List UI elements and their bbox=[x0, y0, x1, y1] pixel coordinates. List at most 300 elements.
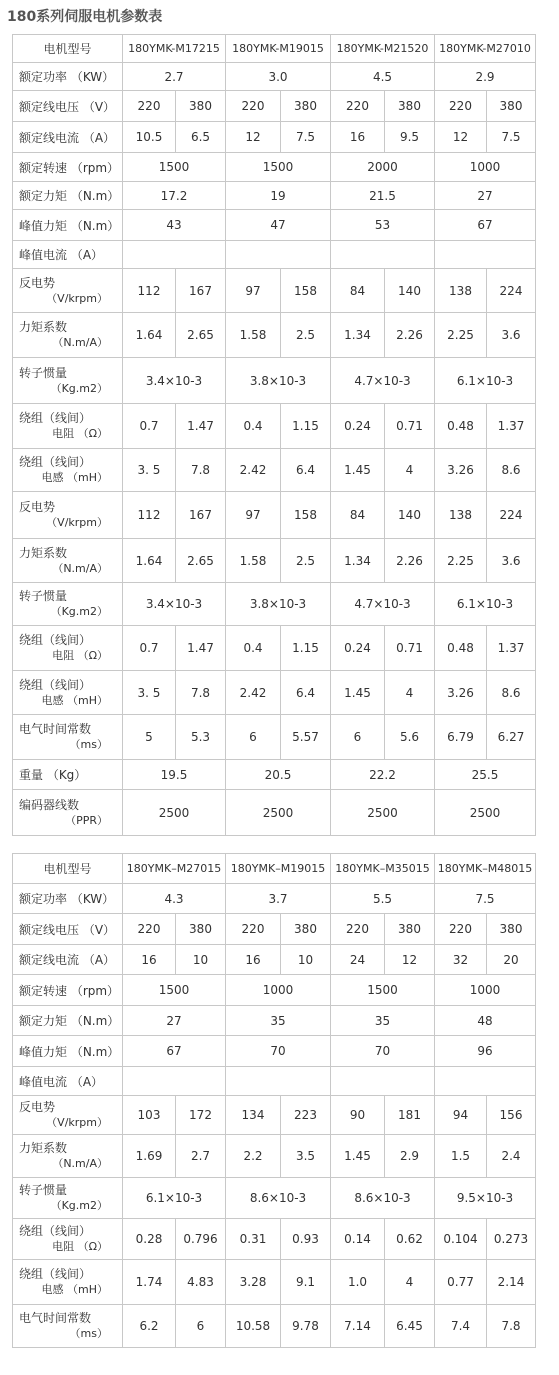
row-label-unit: （V/krpm） bbox=[46, 291, 108, 305]
value-cell: 112 bbox=[123, 269, 176, 313]
row-label-line1: 电气时间常数 bbox=[19, 722, 92, 736]
value-cell: 1.74 bbox=[123, 1260, 176, 1305]
value-cell: 43 bbox=[123, 210, 226, 241]
row-label: 额定线电流 （A） bbox=[13, 122, 123, 153]
value-cell: 7.8 bbox=[176, 449, 226, 492]
value-cell bbox=[435, 1067, 536, 1096]
value-cell: 4.5 bbox=[331, 63, 435, 91]
value-cell: 3.4×10-3 bbox=[123, 358, 226, 404]
value-cell: 1000 bbox=[435, 153, 536, 182]
table-row bbox=[13, 671, 536, 715]
value-cell: 32 bbox=[435, 945, 487, 975]
row-label-unit: 电阻 （Ω） bbox=[52, 1240, 108, 1253]
value-cell: 2500 bbox=[435, 790, 536, 836]
value-cell: 4.3 bbox=[123, 884, 226, 914]
value-cell: 20.5 bbox=[226, 760, 331, 790]
row-label-unit: 电阻 （Ω） bbox=[52, 427, 108, 440]
row-label-unit: （PPR） bbox=[65, 813, 108, 827]
row-label: 额定功率 （KW） bbox=[13, 63, 123, 91]
table-row bbox=[13, 63, 536, 91]
row-label: 额定力矩 （N.m） bbox=[13, 1006, 123, 1036]
value-cell: 1.64 bbox=[123, 313, 176, 358]
value-cell: 2.7 bbox=[176, 1135, 226, 1178]
value-cell: 25.5 bbox=[435, 760, 536, 790]
page-title: 180系列伺服电机参数表 bbox=[7, 9, 163, 25]
row-label-line1: 编码器线数 bbox=[19, 797, 80, 812]
value-cell: 3.0 bbox=[226, 63, 331, 91]
spec-table-1 bbox=[12, 34, 536, 836]
value-cell: 4.7×10-3 bbox=[331, 358, 435, 404]
value-cell: 10.5 bbox=[123, 122, 176, 153]
row-label bbox=[13, 671, 123, 715]
value-cell: 0.48 bbox=[435, 404, 487, 449]
value-cell: 90 bbox=[331, 1096, 385, 1135]
row-label bbox=[13, 1305, 123, 1348]
model-header-cell: 180YMK-M17215 bbox=[123, 35, 226, 63]
value-cell: 10.58 bbox=[226, 1305, 281, 1348]
value-cell: 27 bbox=[123, 1006, 226, 1036]
value-cell: 97 bbox=[226, 269, 281, 313]
value-cell: 48 bbox=[435, 1006, 536, 1036]
row-label bbox=[13, 626, 123, 671]
value-cell: 1500 bbox=[226, 153, 331, 182]
value-cell: 7.5 bbox=[435, 884, 536, 914]
value-cell: 2.9 bbox=[435, 63, 536, 91]
value-cell: 6 bbox=[226, 715, 281, 760]
value-cell: 1.45 bbox=[331, 1135, 385, 1178]
value-cell: 380 bbox=[176, 91, 226, 122]
value-cell: 47 bbox=[226, 210, 331, 241]
row-label-unit: （Kg.m2） bbox=[50, 1199, 108, 1212]
value-cell: 3.28 bbox=[226, 1260, 281, 1305]
value-cell: 84 bbox=[331, 492, 385, 539]
value-cell: 0.7 bbox=[123, 626, 176, 671]
row-label-unit: （ms） bbox=[69, 1327, 108, 1340]
value-cell: 1.47 bbox=[176, 626, 226, 671]
value-cell: 140 bbox=[385, 269, 435, 313]
table-row bbox=[13, 449, 536, 492]
value-cell: 1.34 bbox=[331, 313, 385, 358]
row-label-unit: （N.m/A） bbox=[52, 336, 108, 349]
value-cell: 1.34 bbox=[331, 539, 385, 583]
row-label-unit: 电阻 （Ω） bbox=[52, 649, 108, 662]
value-cell: 0.24 bbox=[331, 404, 385, 449]
value-cell: 70 bbox=[226, 1036, 331, 1067]
value-cell: 7.8 bbox=[176, 671, 226, 715]
table-row bbox=[13, 1036, 536, 1067]
value-cell bbox=[226, 1067, 331, 1096]
table-row bbox=[13, 914, 536, 945]
value-cell: 2.25 bbox=[435, 313, 487, 358]
model-header-cell: 180YMK-M27010 bbox=[435, 35, 536, 63]
value-cell: 2500 bbox=[331, 790, 435, 836]
value-cell: 0.77 bbox=[435, 1260, 487, 1305]
value-cell: 3.6 bbox=[487, 313, 536, 358]
value-cell: 1.69 bbox=[123, 1135, 176, 1178]
value-cell: 112 bbox=[123, 492, 176, 539]
row-label: 峰值电流 （A） bbox=[13, 241, 123, 269]
value-cell: 158 bbox=[281, 492, 331, 539]
value-cell: 35 bbox=[331, 1006, 435, 1036]
value-cell: 0.273 bbox=[487, 1219, 536, 1260]
value-cell bbox=[226, 241, 331, 269]
value-cell: 0.93 bbox=[281, 1219, 331, 1260]
value-cell: 67 bbox=[123, 1036, 226, 1067]
table-row bbox=[13, 153, 536, 182]
value-cell: 223 bbox=[281, 1096, 331, 1135]
value-cell: 24 bbox=[331, 945, 385, 975]
value-cell: 1.45 bbox=[331, 449, 385, 492]
value-cell: 6.4 bbox=[281, 671, 331, 715]
value-cell: 6.2 bbox=[123, 1305, 176, 1348]
value-cell: 134 bbox=[226, 1096, 281, 1135]
row-label: 额定转速 （rpm） bbox=[13, 153, 123, 182]
value-cell bbox=[331, 241, 435, 269]
value-cell: 167 bbox=[176, 492, 226, 539]
row-label: 峰值力矩 （N.m） bbox=[13, 1036, 123, 1067]
value-cell: 220 bbox=[331, 91, 385, 122]
value-cell: 4 bbox=[385, 1260, 435, 1305]
value-cell: 0.24 bbox=[331, 626, 385, 671]
row-label bbox=[13, 1178, 123, 1219]
value-cell: 6 bbox=[176, 1305, 226, 1348]
table-row bbox=[13, 760, 536, 790]
value-cell: 7.14 bbox=[331, 1305, 385, 1348]
value-cell: 1.37 bbox=[487, 626, 536, 671]
row-label bbox=[13, 539, 123, 583]
table-row bbox=[13, 404, 536, 449]
row-label bbox=[13, 358, 123, 404]
value-cell: 7.4 bbox=[435, 1305, 487, 1348]
row-label-unit: （ms） bbox=[69, 738, 108, 751]
value-cell: 3.8×10-3 bbox=[226, 358, 331, 404]
row-label-line1: 转子惯量 bbox=[19, 589, 68, 603]
value-cell: 2.25 bbox=[435, 539, 487, 583]
table-row bbox=[13, 945, 536, 975]
value-cell bbox=[435, 241, 536, 269]
value-cell: 3.8×10-3 bbox=[226, 583, 331, 626]
table-row bbox=[13, 626, 536, 671]
row-label-line1: 反电势 bbox=[19, 1100, 56, 1114]
value-cell: 167 bbox=[176, 269, 226, 313]
value-cell bbox=[123, 241, 226, 269]
value-cell: 1.58 bbox=[226, 313, 281, 358]
row-label-line1: 绕组（线间） bbox=[19, 411, 92, 425]
value-cell: 4.7×10-3 bbox=[331, 583, 435, 626]
value-cell: 7.8 bbox=[487, 1305, 536, 1348]
value-cell: 2.26 bbox=[385, 539, 435, 583]
row-label bbox=[13, 1096, 123, 1135]
table-row bbox=[13, 715, 536, 760]
value-cell: 138 bbox=[435, 269, 487, 313]
table-row bbox=[13, 884, 536, 914]
value-cell: 138 bbox=[435, 492, 487, 539]
value-cell: 0.71 bbox=[385, 404, 435, 449]
value-cell: 16 bbox=[123, 945, 176, 975]
value-cell: 0.14 bbox=[331, 1219, 385, 1260]
value-cell: 2.14 bbox=[487, 1260, 536, 1305]
table-row bbox=[13, 241, 536, 269]
value-cell: 7.5 bbox=[487, 122, 536, 153]
row-label bbox=[13, 269, 123, 313]
row-label: 重量 （Kg） bbox=[13, 760, 123, 790]
row-label-line1: 转子惯量 bbox=[19, 1183, 68, 1197]
table-row bbox=[13, 1135, 536, 1178]
value-cell: 3.6 bbox=[487, 539, 536, 583]
value-cell: 2500 bbox=[226, 790, 331, 836]
value-cell: 1.15 bbox=[281, 626, 331, 671]
value-cell: 1000 bbox=[435, 975, 536, 1006]
value-cell: 2.9 bbox=[385, 1135, 435, 1178]
value-cell: 4 bbox=[385, 671, 435, 715]
value-cell: 158 bbox=[281, 269, 331, 313]
value-cell: 3. 5 bbox=[123, 671, 176, 715]
table-row bbox=[13, 35, 536, 63]
value-cell: 224 bbox=[487, 492, 536, 539]
value-cell: 5.6 bbox=[385, 715, 435, 760]
value-cell: 6.79 bbox=[435, 715, 487, 760]
value-cell: 27 bbox=[435, 182, 536, 210]
row-label-line1: 反电势 bbox=[19, 275, 56, 290]
row-label bbox=[13, 1260, 123, 1305]
row-label-line1: 力矩系数 bbox=[19, 545, 68, 560]
value-cell: 0.71 bbox=[385, 626, 435, 671]
table-row bbox=[13, 313, 536, 358]
model-header-cell: 180YMK–M35015 bbox=[331, 854, 435, 884]
value-cell: 380 bbox=[176, 914, 226, 945]
value-cell: 6.1×10-3 bbox=[435, 358, 536, 404]
value-cell: 103 bbox=[123, 1096, 176, 1135]
model-header-cell: 180YMK–M48015 bbox=[435, 854, 536, 884]
table-row bbox=[13, 358, 536, 404]
value-cell: 3.26 bbox=[435, 671, 487, 715]
row-label bbox=[13, 492, 123, 539]
value-cell: 3.5 bbox=[281, 1135, 331, 1178]
row-label-line1: 力矩系数 bbox=[19, 320, 68, 334]
value-cell: 97 bbox=[226, 492, 281, 539]
value-cell: 2000 bbox=[331, 153, 435, 182]
value-cell: 0.31 bbox=[226, 1219, 281, 1260]
value-cell: 3. 5 bbox=[123, 449, 176, 492]
row-label-unit: （Kg.m2） bbox=[50, 381, 108, 395]
table-row bbox=[13, 1096, 536, 1135]
table-row bbox=[13, 583, 536, 626]
row-label bbox=[13, 313, 123, 358]
row-label: 额定线电压 （V） bbox=[13, 91, 123, 122]
value-cell: 2.42 bbox=[226, 671, 281, 715]
value-cell: 1500 bbox=[123, 153, 226, 182]
row-label: 峰值力矩 （N.m） bbox=[13, 210, 123, 241]
row-label-line1: 绕组（线间） bbox=[19, 455, 92, 469]
value-cell: 3.7 bbox=[226, 884, 331, 914]
value-cell: 0.28 bbox=[123, 1219, 176, 1260]
value-cell: 1.5 bbox=[435, 1135, 487, 1178]
value-cell: 2.5 bbox=[281, 313, 331, 358]
table-row bbox=[13, 269, 536, 313]
row-label-line1: 力矩系数 bbox=[19, 1141, 68, 1155]
value-cell: 0.7 bbox=[123, 404, 176, 449]
value-cell: 220 bbox=[435, 914, 487, 945]
value-cell: 6.1×10-3 bbox=[435, 583, 536, 626]
value-cell: 19.5 bbox=[123, 760, 226, 790]
row-label-line1: 绕组（线间） bbox=[19, 677, 92, 692]
value-cell: 380 bbox=[385, 914, 435, 945]
value-cell: 1.64 bbox=[123, 539, 176, 583]
row-label-unit: （V/krpm） bbox=[46, 1116, 108, 1129]
value-cell: 5 bbox=[123, 715, 176, 760]
table-row bbox=[13, 790, 536, 836]
value-cell: 9.5 bbox=[385, 122, 435, 153]
value-cell: 9.5×10-3 bbox=[435, 1178, 536, 1219]
value-cell: 6.45 bbox=[385, 1305, 435, 1348]
value-cell: 4 bbox=[385, 449, 435, 492]
row-label bbox=[13, 404, 123, 449]
value-cell: 12 bbox=[435, 122, 487, 153]
value-cell: 220 bbox=[123, 91, 176, 122]
value-cell: 156 bbox=[487, 1096, 536, 1135]
value-cell: 5.5 bbox=[331, 884, 435, 914]
table-row bbox=[13, 210, 536, 241]
value-cell: 380 bbox=[281, 91, 331, 122]
value-cell: 8.6×10-3 bbox=[226, 1178, 331, 1219]
value-cell: 6.5 bbox=[176, 122, 226, 153]
value-cell: 84 bbox=[331, 269, 385, 313]
row-label-unit: 电感 （mH） bbox=[41, 693, 108, 707]
row-label bbox=[13, 449, 123, 492]
row-label-line1: 转子惯量 bbox=[19, 365, 68, 380]
value-cell: 1.37 bbox=[487, 404, 536, 449]
row-label: 额定功率 （KW） bbox=[13, 884, 123, 914]
value-cell: 0.48 bbox=[435, 626, 487, 671]
value-cell: 70 bbox=[331, 1036, 435, 1067]
table-row bbox=[13, 1305, 536, 1348]
value-cell: 5.57 bbox=[281, 715, 331, 760]
value-cell bbox=[123, 1067, 226, 1096]
value-cell: 94 bbox=[435, 1096, 487, 1135]
value-cell: 0.62 bbox=[385, 1219, 435, 1260]
table-row bbox=[13, 854, 536, 884]
value-cell: 9.78 bbox=[281, 1305, 331, 1348]
row-label-unit: （N.m/A） bbox=[52, 561, 108, 575]
value-cell: 220 bbox=[226, 914, 281, 945]
value-cell: 1.15 bbox=[281, 404, 331, 449]
table-row bbox=[13, 539, 536, 583]
row-label: 额定线电流 （A） bbox=[13, 945, 123, 975]
row-label-line1: 电气时间常数 bbox=[19, 1311, 92, 1325]
row-label: 额定力矩 （N.m） bbox=[13, 182, 123, 210]
value-cell: 172 bbox=[176, 1096, 226, 1135]
value-cell: 0.4 bbox=[226, 626, 281, 671]
value-cell: 6.1×10-3 bbox=[123, 1178, 226, 1219]
value-cell: 8.6 bbox=[487, 449, 536, 492]
value-cell: 22.2 bbox=[331, 760, 435, 790]
value-cell: 220 bbox=[123, 914, 176, 945]
value-cell: 1000 bbox=[226, 975, 331, 1006]
value-cell: 53 bbox=[331, 210, 435, 241]
row-label bbox=[13, 715, 123, 760]
table-row bbox=[13, 1178, 536, 1219]
model-header-cell: 180YMK–M19015 bbox=[226, 854, 331, 884]
row-label-unit: （V/krpm） bbox=[46, 516, 108, 529]
row-label: 峰值电流 （A） bbox=[13, 1067, 123, 1096]
value-cell: 2.5 bbox=[281, 539, 331, 583]
row-label bbox=[13, 1219, 123, 1260]
row-label-line1: 绕组（线间） bbox=[19, 1267, 92, 1281]
value-cell: 21.5 bbox=[331, 182, 435, 210]
row-label-unit: （Kg.m2） bbox=[50, 605, 108, 618]
table-row bbox=[13, 182, 536, 210]
value-cell: 20 bbox=[487, 945, 536, 975]
table-row bbox=[13, 91, 536, 122]
value-cell: 2500 bbox=[123, 790, 226, 836]
value-cell: 3.26 bbox=[435, 449, 487, 492]
table-row bbox=[13, 1219, 536, 1260]
value-cell: 10 bbox=[281, 945, 331, 975]
spec-table-2 bbox=[12, 853, 536, 1348]
value-cell: 96 bbox=[435, 1036, 536, 1067]
value-cell bbox=[331, 1067, 435, 1096]
value-cell: 0.4 bbox=[226, 404, 281, 449]
table-row bbox=[13, 1260, 536, 1305]
model-header-cell: 180YMK-M19015 bbox=[226, 35, 331, 63]
value-cell: 220 bbox=[331, 914, 385, 945]
value-cell: 1500 bbox=[123, 975, 226, 1006]
value-cell: 2.42 bbox=[226, 449, 281, 492]
row-label: 额定线电压 （V） bbox=[13, 914, 123, 945]
value-cell: 1.0 bbox=[331, 1260, 385, 1305]
row-label: 电机型号 bbox=[13, 854, 123, 884]
value-cell: 1.45 bbox=[331, 671, 385, 715]
value-cell: 220 bbox=[435, 91, 487, 122]
row-label: 电机型号 bbox=[13, 35, 123, 63]
value-cell: 0.104 bbox=[435, 1219, 487, 1260]
table-row bbox=[13, 492, 536, 539]
value-cell: 2.65 bbox=[176, 539, 226, 583]
row-label-unit: 电感 （mH） bbox=[41, 1283, 108, 1296]
row-label: 额定转速 （rpm） bbox=[13, 975, 123, 1006]
row-label-line1: 反电势 bbox=[19, 500, 56, 514]
value-cell: 380 bbox=[487, 91, 536, 122]
value-cell: 1500 bbox=[331, 975, 435, 1006]
value-cell: 5.3 bbox=[176, 715, 226, 760]
value-cell: 12 bbox=[226, 122, 281, 153]
value-cell: 35 bbox=[226, 1006, 331, 1036]
row-label bbox=[13, 1135, 123, 1178]
row-label-unit: 电感 （mH） bbox=[41, 471, 108, 484]
value-cell: 2.2 bbox=[226, 1135, 281, 1178]
value-cell: 8.6×10-3 bbox=[331, 1178, 435, 1219]
value-cell: 67 bbox=[435, 210, 536, 241]
value-cell: 16 bbox=[331, 122, 385, 153]
value-cell: 380 bbox=[487, 914, 536, 945]
row-label-line1: 绕组（线间） bbox=[19, 633, 92, 647]
value-cell: 2.65 bbox=[176, 313, 226, 358]
row-label bbox=[13, 583, 123, 626]
value-cell: 224 bbox=[487, 269, 536, 313]
value-cell: 4.83 bbox=[176, 1260, 226, 1305]
value-cell: 6 bbox=[331, 715, 385, 760]
value-cell: 9.1 bbox=[281, 1260, 331, 1305]
value-cell: 19 bbox=[226, 182, 331, 210]
value-cell: 10 bbox=[176, 945, 226, 975]
value-cell: 140 bbox=[385, 492, 435, 539]
value-cell: 0.796 bbox=[176, 1219, 226, 1260]
value-cell: 16 bbox=[226, 945, 281, 975]
model-header-cell: 180YMK–M27015 bbox=[123, 854, 226, 884]
row-label-line1: 绕组（线间） bbox=[19, 1224, 92, 1238]
value-cell: 2.26 bbox=[385, 313, 435, 358]
table-row bbox=[13, 1067, 536, 1096]
